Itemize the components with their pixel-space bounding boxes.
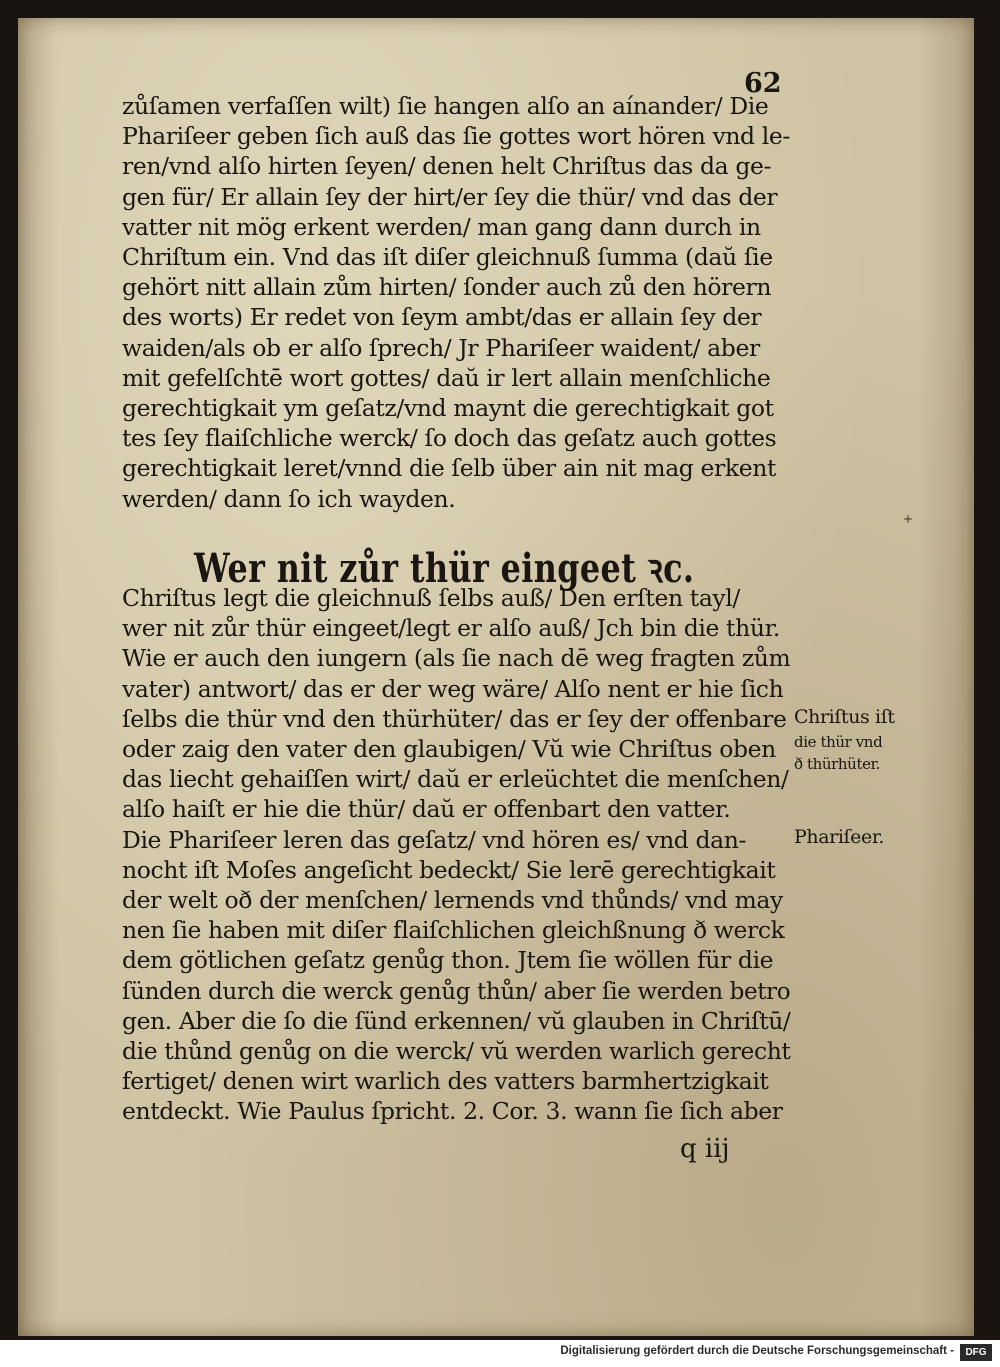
marginal-note-christus-line1: Chriſtus iſt	[794, 706, 895, 728]
folio-number: 62	[744, 68, 782, 99]
text-line: waiden/als ob er alſo ſprech/ Jr Phariſeer waident/ aber	[122, 333, 760, 362]
text-line: Die Phariſeer leren das geſatz/ vnd hören es/ vnd dan-	[122, 825, 747, 854]
text-line: dem götlichen geſatz genůg thon. Jtem ſie wöllen für die	[122, 946, 774, 975]
book-page	[18, 18, 974, 1336]
digitization-footer	[0, 1340, 1000, 1367]
text-line: gerechtigkait leret/vnnd die ſelb über ain nit mag erkent	[122, 454, 776, 483]
text-line: mit gefelſchtē wort gottes/ daŭ ir lert allain menſchliche	[122, 363, 771, 392]
text-line: Phariſeer geben ſich auß das ſie gottes wort hören vnd le-	[122, 122, 790, 151]
margin-mark: +	[903, 512, 914, 526]
text-line: nen ſie haben mit diſer flaiſchlichen gleichßnung ð werck	[122, 916, 785, 945]
marginal-note-phariseer: Phariſeer.	[794, 826, 885, 848]
text-line: ſünden durch die werck genůg thůn/ aber ſie werden betro	[122, 976, 791, 1005]
text-line: alſo haiſt er hie die thür/ daŭ er offenbart den vatter.	[122, 795, 731, 824]
text-line: Wie er auch den iungern (als ſie nach dē weg fragten zům	[122, 644, 791, 673]
text-line: vater) antwort/ das er der weg wäre/ Alſo nent er hie ſich	[122, 674, 784, 703]
text-line: vatter nit mög erkent werden/ man gang dann durch in	[122, 212, 761, 241]
signature-mark: q iij	[680, 1134, 730, 1164]
text-line: Chriſtus legt die gleichnuß ſelbs auß/ Den erſten tayl/	[122, 584, 740, 612]
text-line: gen. Aber die ſo die ſünd erkennen/ vŭ glauben in Chriſtū/	[122, 1006, 791, 1035]
text-line: fertiget/ denen wirt warlich des vatters barmhertzigkait	[122, 1067, 769, 1096]
text-line: werden/ dann ſo ich wayden.	[122, 484, 456, 513]
funding-credit: Digitalisierung gefördert durch die Deutsche Forschungsgemeinschaft -	[560, 1345, 954, 1357]
text-line: zůſamen verfaſſen wilt) ſie hangen alſo an aínander/ Die	[122, 92, 769, 120]
text-line: gehört nitt allain zům hirten/ ſonder auch zů den hörern	[122, 273, 772, 302]
text-line: ren/vnd alſo hirten ſeyen/ denen helt Chriſtus das da ge-	[122, 152, 772, 181]
text-line: der welt oð der menſchen/ lernends vnd thůnds/ vnd may	[122, 886, 783, 914]
text-line: ſelbs die thür vnd den thürhüter/ das er ſey der offenbare	[122, 704, 787, 733]
text-line: gerechtigkait ym geſatz/vnd maynt die gerechtigkait got	[122, 394, 774, 422]
text-line: entdeckt. Wie Paulus ſpricht. 2. Cor. 3. wann ſie ſich aber	[122, 1097, 783, 1126]
marginal-note-christus-line2: die thür vnd	[794, 733, 883, 751]
text-line: nocht iſt Moſes angeſicht bedeckt/ Sie lerē gerechtigkait	[122, 855, 776, 884]
dfg-logo: DFG	[960, 1344, 992, 1361]
text-line: des worts) Er redet von ſeym ambt/das er allain ſey der	[122, 303, 762, 332]
text-line: Chriſtum ein. Vnd das iſt diſer gleichnuß ſumma (daŭ ſie	[122, 243, 773, 271]
marginal-note-christus-line3: ð thürhüter.	[794, 755, 881, 773]
text-line: oder zaig den vater den glaubigen/ Vŭ wie Chriſtus oben	[122, 735, 776, 763]
text-line: gen für/ Er allain ſey der hirt/er ſey die thür/ vnd das der	[122, 182, 778, 211]
text-line: wer nit zůr thür eingeet/legt er alſo auß/ Jch bin die thür.	[122, 614, 780, 643]
text-line: die thůnd genůg on die werck/ vŭ werden warlich gerecht	[122, 1037, 791, 1065]
text-line: das liecht gehaiſſen wirt/ daŭ er erleüchtet die menſchen/	[122, 765, 789, 794]
section-heading: Wer nit zůr thür eingeet ꝛc.	[194, 545, 695, 592]
text-line: tes ſey flaiſchliche werck/ ſo doch das geſatz auch gottes	[122, 424, 777, 453]
